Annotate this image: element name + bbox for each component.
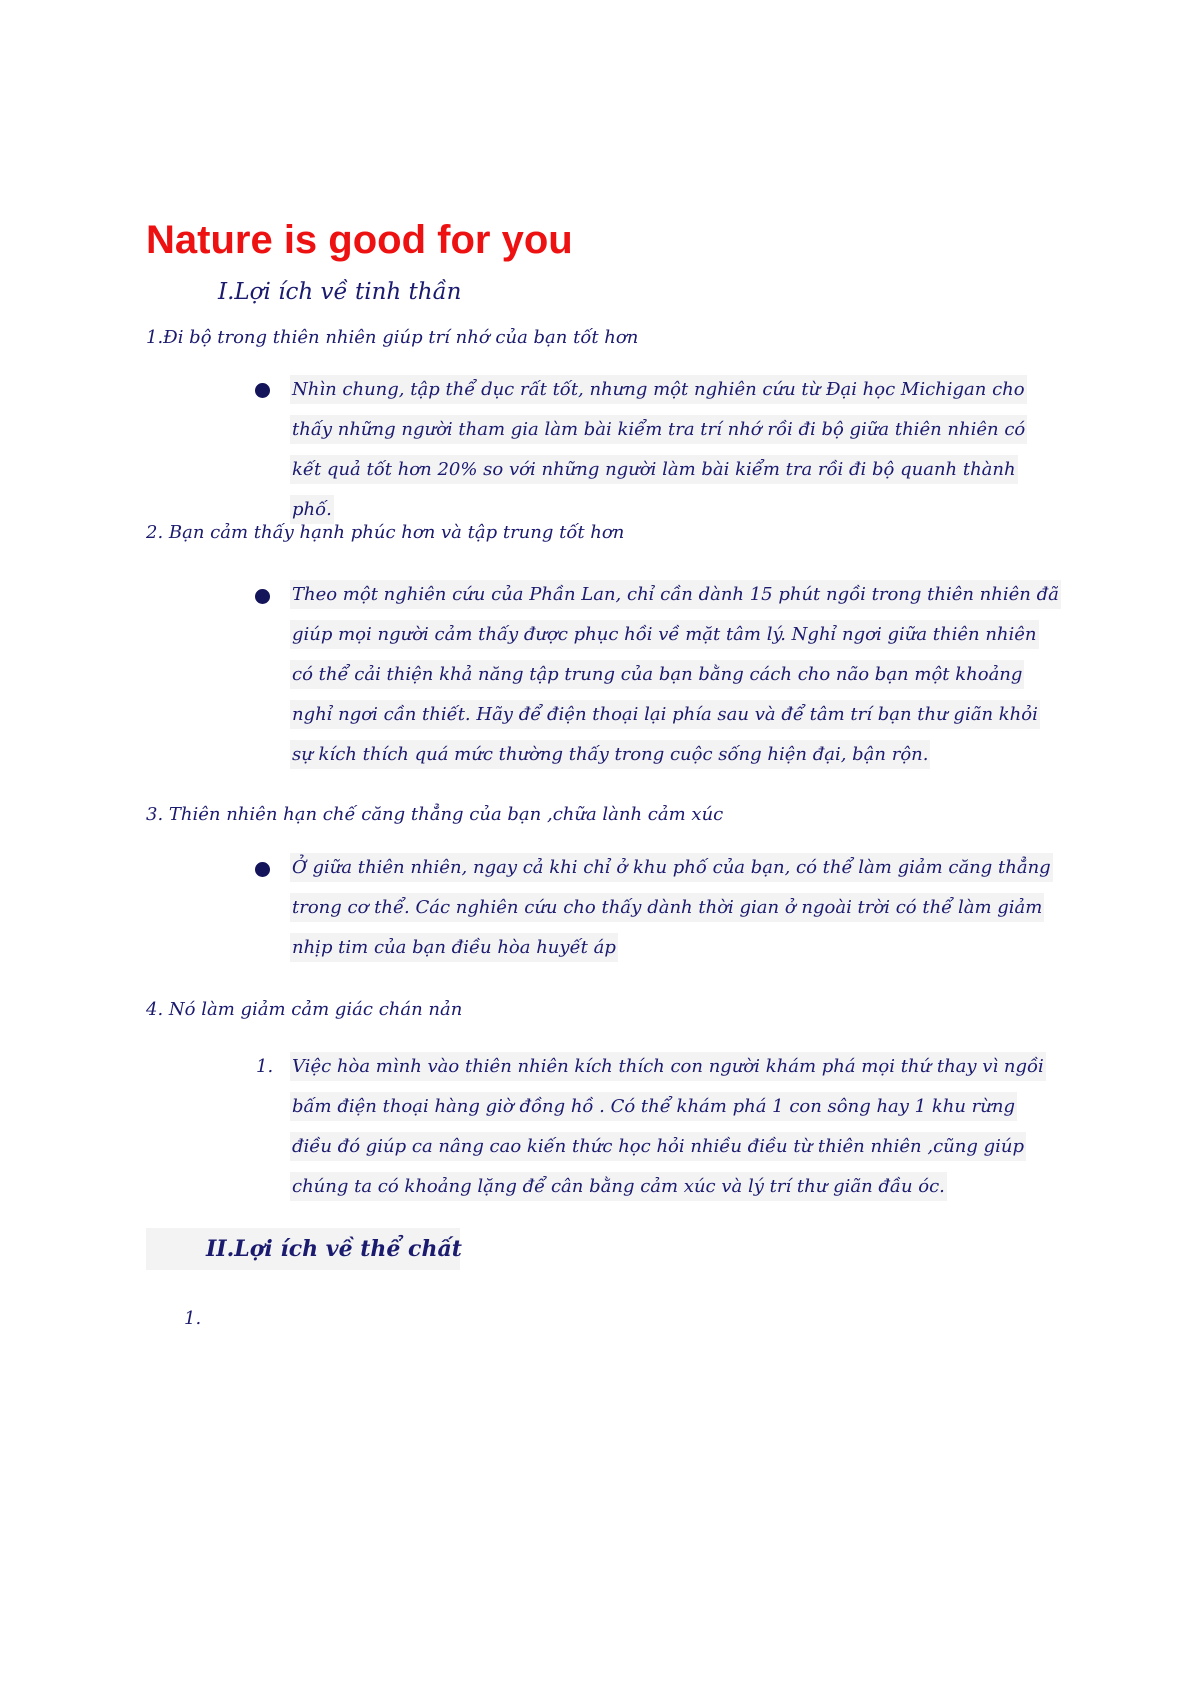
bullet-2 (255, 589, 270, 604)
item-2-heading: 2. Bạn cảm thấy hạnh phúc hơn và tập trung tốt hơn (146, 522, 625, 543)
item-4-body-text: Việc hòa mình vào thiên nhiên kích thích con người khám phá mọi thứ thay vì ngồi bấm điện thoại hàng giờ đồng hồ . Có thể khám phá 1 con sông hay 1 khu rừng điều đó giúp ca nâng cao kiến thức học hỏi nhiều điều từ thiên nhiên ,cũng giúp chúng ta có khoảng lặng để cân bằng cảm xúc và lý trí thư giãn đầu óc. (290, 1052, 1046, 1201)
item-3-body (290, 848, 1060, 968)
section-2-marker: 1. (184, 1308, 202, 1329)
item-1-body-text: Nhìn chung, tập thể dục rất tốt, nhưng một nghiên cứu từ Đại học Michigan cho thấy những người tham gia làm bài kiểm tra trí nhớ rồi đi bộ giữa thiên nhiên có kết quả tốt hơn 20% so với những người làm bài kiểm tra rồi đi bộ quanh thành phố. (290, 375, 1027, 524)
item-3-heading: 3. Thiên nhiên hạn chế căng thẳng của bạn ,chữa lành cảm xúc (146, 804, 724, 825)
item-3-body-text: Ở giữa thiên nhiên, ngay cả khi chỉ ở khu phố của bạn, có thể làm giảm căng thẳng trong cơ thể. Các nghiên cứu cho thấy dành thời gian ở ngoài trời có thể làm giảm nhịp tim của bạn điều hòa huyết áp (290, 853, 1053, 962)
section-2-heading: II.Lợi ích về thể chất (206, 1236, 462, 1262)
numbered-marker: 1. (256, 1056, 274, 1077)
section-1-heading: I.Lợi ích về tinh thần (218, 279, 462, 305)
document-title: Nature is good for you (146, 218, 573, 262)
item-1-heading: 1.Đi bộ trong thiên nhiên giúp trí nhớ của bạn tốt hơn (146, 327, 639, 348)
item-4-heading: 4. Nó làm giảm cảm giác chán nản (146, 999, 463, 1020)
bullet-3 (255, 862, 270, 877)
item-1-body (290, 370, 1060, 530)
item-2-body (290, 575, 1060, 775)
item-4-body (290, 1047, 1060, 1207)
section-2-heading-box (146, 1228, 460, 1270)
item-2-body-text: Theo một nghiên cứu của Phần Lan, chỉ cần dành 15 phút ngồi trong thiên nhiên đã giúp mọi người cảm thấy được phục hồi về mặt tâm lý. Nghỉ ngơi giữa thiên nhiên có thể cải thiện khả năng tập trung của bạn bằng cách cho não bạn một khoảng nghỉ ngơi cần thiết. Hãy để điện thoại lại phía sau và để tâm trí bạn thư giãn khỏi sự kích thích quá mức thường thấy trong cuộc sống hiện đại, bận rộn. (290, 580, 1061, 769)
bullet-1 (255, 383, 270, 398)
